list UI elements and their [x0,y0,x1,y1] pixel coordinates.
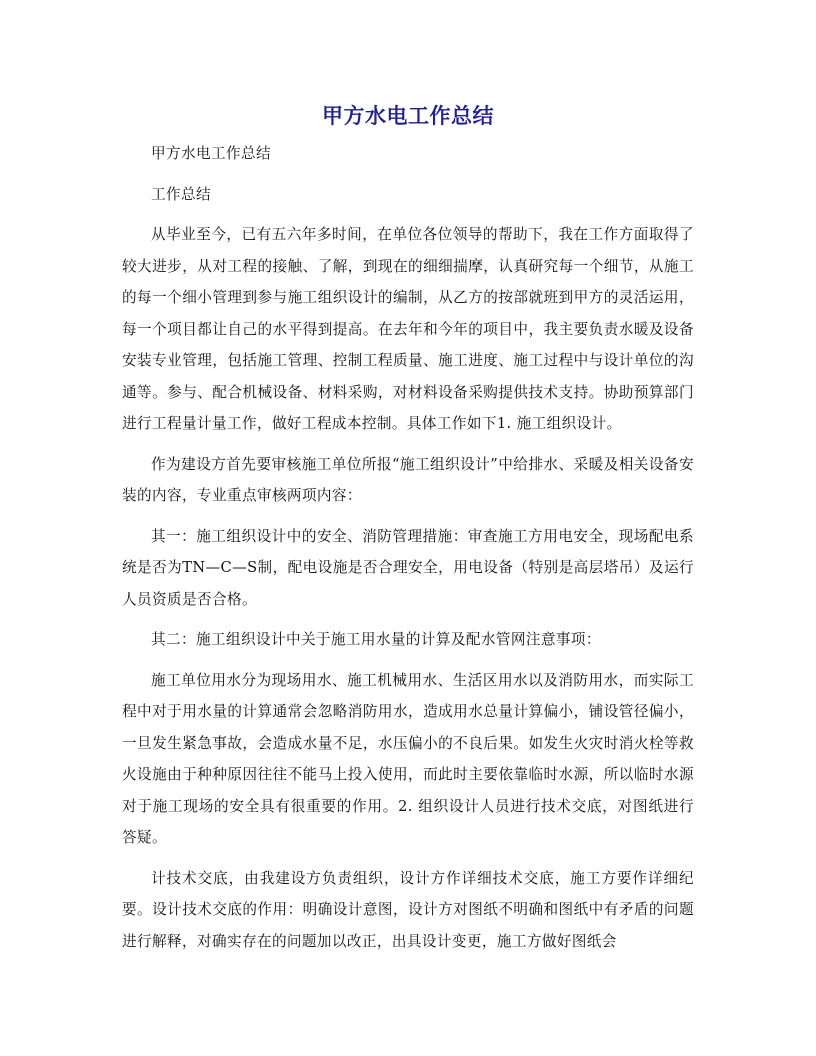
paragraph-water-usage: 施工单位用水分为现场用水、施工机械用水、生活区用水以及消防用水，而实际工程中对于用水量的计算通常会忽略消防用水，造成用水总量计算偏小，铺设管径偏小，一旦发生紧急事故，会造成水量不足，水压偏小的不良后果。如发生火灾时消火栓等救火设施由于种种原因往往不能马上投入使用，而此时主要依靠临时水源，所以临时水源对于施工现场的安全具有很重要的作用。2. 组织设计人员进行技术交底，对图纸进行答疑。 [122,671,694,846]
paragraph-heading: 甲方水电工作总结 [151,145,271,162]
paragraph-item-two: 其二：施工组织设计中关于施工用水量的计算及配水管网注意事项： [151,631,601,648]
paragraph-tech-briefing: 计技术交底，由我建设方负责组织，设计方作详细技术交底，施工方要作详细纪要。设计技术交底的作用：明确设计意图，设计方对图纸不明确和图纸中有矛盾的问题进行解释，对确实存在的问题加以改正，出具设计变更，施工方做好图纸会 [122,869,694,950]
paragraph-review: 作为建设方首先要审核施工单位所报“施工组织设计”中给排水、采暖及相关设备安装的内容，专业重点审核两项内容： [122,455,694,504]
document-body [122,138,694,966]
paragraph-subheading: 工作总结 [151,185,211,203]
paragraph-item-one: 其一：施工组织设计中的安全、消防管理措施：审查施工方用电安全，现场配电系统是否为TN—C—S制，配电设施是否合理安全，用电设备（特别是高层塔吊）及运行人员资质是否合格。 [122,527,694,608]
paragraph-intro: 从毕业至今，已有五六年多时间，在单位各位领导的帮助下，我在工作方面取得了较大进步，从对工程的接触、了解，到现在的细细揣摩，认真研究每一个细节，从施工的每一个细小管理到参与施工组织设计的编制，从乙方的按部就班到甲方的灵活运用，每一个项目都让自己的水平得到提高。在去年和今年的项目中，我主要负责水暖及设备安装专业管理，包括施工管理、控制工程质量、施工进度、施工过程中与设计单位的沟通等。参与、配合机械设备、材料采购，对材料设备采购提供技术支持。协助预算部门进行工程量计量工作，做好工程成本控制。具体工作如下1. 施工组织设计。 [122,226,694,432]
document-title: 甲方水电工作总结 [322,104,494,128]
